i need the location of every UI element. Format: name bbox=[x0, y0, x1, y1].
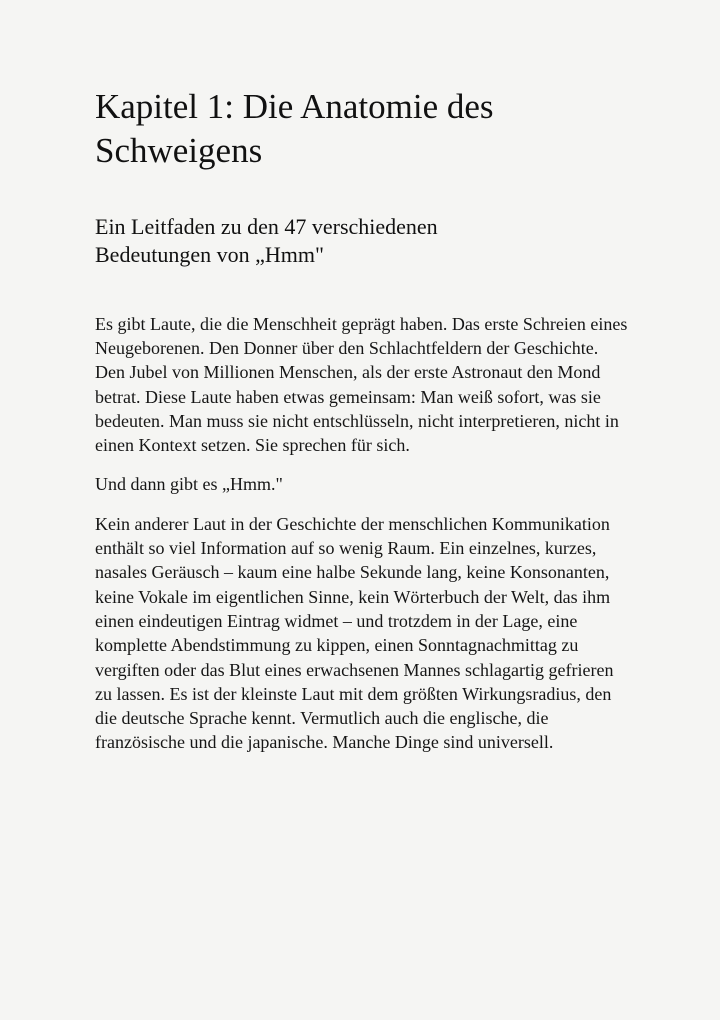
chapter-subtitle: Ein Leitfaden zu den 47 verschiedenen Bedeutungen von „Hmm" bbox=[95, 213, 438, 268]
paragraph-1: Es gibt Laute, die die Menschheit geprägt haben. Das erste Schreien eines Neugeborenen. Den Donner über den Schlachtfeldern der Geschichte. Den Jubel von Millionen Menschen, als der erste Astronaut den Mond betrat. Diese Laute haben etwas gemeinsam: Man weiß sofort, was sie bedeuten. Man muss sie nicht entschlüsseln, nicht interpretieren, nicht in einen Kontext setzen. Sie sprechen für sich. bbox=[95, 313, 628, 456]
chapter-body bbox=[95, 312, 628, 755]
paragraph-3: Kein anderer Laut in der Geschichte der menschlichen Kommunikation enthält so viel Information auf so wenig Raum. Ein einzelnes, kurzes, nasales Geräusch – kaum eine halbe Sekunde lang, keine Konsonanten, keine Vokale im eigentlichen Sinne, kein Wörterbuch der Welt, das ihm einen eindeutigen Eintrag widmet – und trotzdem in der Lage, eine komplette Abendstimmung zu kippen, einen Sonntagnachmittag zu vergiften oder das Blut eines erwachsenen Mannes schlagartig gefrieren zu lassen. Es ist der kleinste Laut mit dem größten Wirkungsradius, den die deutsche Sprache kennt. Vermutlich auch die englische, die französische und die japanische. Manche Dinge sind universell. bbox=[95, 513, 614, 753]
paragraph-2: Und dann gibt es „Hmm." bbox=[95, 474, 283, 495]
chapter-title: Kapitel 1: Die Anatomie des Schweigens bbox=[95, 87, 494, 170]
